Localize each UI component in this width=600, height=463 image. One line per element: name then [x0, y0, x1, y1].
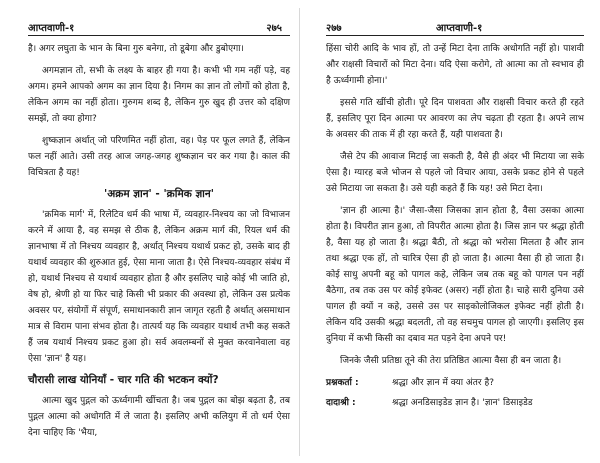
section-heading: चौरासी लाख योनियाँ - चार गति की भटकन क्यों?: [28, 374, 219, 386]
section-heading: 'अक्रम ज्ञान' - 'क्रमिक ज्ञान': [104, 188, 214, 200]
paragraph: हिंसा चोरी आदि के भाव हों, तो उन्हें मिटा देना ताकि अधोगति नहीं हो। पाशवी और राक्षसी विचारों को मिटा देना। यदि ऐसा करोगे, तो आत्मा का तो स्वभाव ही है ऊर्ध्वगामी होना।': [326, 44, 584, 86]
book-title: आप्तवाणी-१: [436, 23, 483, 34]
paragraph: 'क्रमिक मार्ग' में, रिलेटिव धर्म की भाषा में, व्यवहार-निश्चय का जो विभाजन करने में आया है, वह समझ से ठीक है, लेकिन अक्रम मार्ग की, रियल धर्म की ज्ञानभाषा में तो निश्चय व्यवहार है, अर्थात् निश्चय यथार्थ प्रकट हो, उसके बाद ही यथार्थ व्यवहार की शुरुआत हुई, ऐसा माना जाता है। ऐसे निश्चय-व्यवहार संबंध में हो, यथार्थ निश्चय से यथार्थ व्यवहार होता है और इसलिए चाहे कोई भी जाति हो, वेष हो, श्रेणी हो या फिर चाहे किसी भी प्रकार की अवस्था हो, लेकिन उस प्रत्येक अवसर पर, संयोगों में संपूर्ण, समाधानकारी ज्ञान जागृत रहती है अर्थात् असमाधान मात्र से विराम पाना संभव होता है। तात्पर्य यह कि व्यवहार यथार्थ तभी कह सकते हैं जब यथार्थ निश्चय प्रकट हुआ हो। सर्व अवलम्बनों से मुक्त करवानेवाला वह ऐसा 'ज्ञान' है यह।: [28, 210, 290, 364]
paragraph: आत्मा खुद पुद्गल को ऊर्ध्वगामी खींचता है। जब पुद्गल का बोझ बढ़ता है, तब पुद्गल आत्मा को अधोगति में ले जाता है। इसलिए अभी कलियुग में तो धर्म ऐसा देना चाहिए कि 'भैया,: [28, 396, 290, 438]
paragraph: जैसे टेप की आवाज मिटाई जा सकती है, वैसे ही अंदर भी मिटाया जा सके ऐसा है। ग्यारह बजे भोजन से पहले जो विचार आया, उसके प्रकट होने से पहले उसे मिटाया जा सकता है। उसे यही कहते हैं कि यह! उसे मिटा देना।: [326, 152, 584, 194]
right-page: [300, 0, 600, 463]
answer-text: श्रद्धा अनडिसाइडेड ज्ञान है। 'ज्ञान' डिसाइडेड: [392, 398, 533, 408]
page-header: [326, 20, 584, 36]
paragraph: 'ज्ञान ही आत्मा है।' जैसा-जैसा जिसका ज्ञान होता है, वैसा उसका आत्मा होता है। विपरीत ज्ञान हुआ, तो विपरीत आत्मा होता है। जिस ज्ञान पर श्रद्धा होती है, वैसा यह हो जाता है। श्रद्धा बैठी, तो श्रद्धा को भरोसा मिलता है और ज्ञान तथा श्रद्धा एक हों, तो चारित्र ऐसा ही हो जाता है। आत्मा वैसा ही हो जाता है। कोई साधु अपनी बहू को पागल कहे, लेकिन जब तक बहू को पागल पन नहीं बैठेगा, तब तक उस पर कोई इफेक्ट (असर) नहीं होता है। चाहे सारी दुनिया उसे पागल ही क्यों न कहे, उससे उस पर साइकोलोजिकल इफेक्ट नहीं होती है। लेकिन यदि उसकी श्रद्धा बदलती, तो वह सचमुच पागल हो जाएगी। इसलिए इस दुनिया में कभी किसी का दबाव मत पड़ने देना अपने पर!: [326, 206, 584, 344]
page-number: २७५: [266, 23, 282, 34]
paragraph: है। अगर लघुता के भान के बिना गुरु बनेगा, तो डूबेगा और डुबोएगा।: [28, 44, 244, 54]
question-row: [326, 375, 584, 391]
book-title: आप्तवाणी-१: [28, 23, 75, 34]
answer-row: [326, 395, 584, 411]
paragraph: इससे गति खींची होती। पूरे दिन पाशवता और राक्षसी विचार करते ही रहते हैं, इसलिए पूरा दिन आत्मा पर आवरण का लेप चढ़ता ही रहता है। अपने लाभ के अवसर की ताक में ही रहा करते हैं, यही पाशवता है।: [326, 98, 584, 140]
paragraph: अगमज्ञान तो, सभी के लक्ष्य के बाहर ही गया है। कभी भी गम नहीं पड़े, वह अगम। हमने आपको अगम का ज्ञान दिया है। निगम का ज्ञान तो लोगों को होता है, लेकिन अगम का नहीं होता। गुरुगम शब्द है, लेकिन गुरु खुद ही उत्तर को दक्षिण समझें, तो क्या होगा?: [28, 66, 290, 124]
paragraph: शुष्कज्ञान अर्थात् जो परिणमित नहीं होता, वह। पेड़ पर फूल लगते हैं, लेकिन फल नहीं आते। उसी तरह आज जगह-जगह शुष्कज्ञान चर कर गया है। काल की विचित्रता है यह!: [28, 136, 290, 178]
questioner-label: प्रश्नकर्ता :: [326, 378, 359, 388]
paragraph: जिनके जैसी प्रतिष्ठा तूने की तेरा प्रतिष्ठित आत्मा वैसा ही बन जाता है।: [340, 356, 562, 366]
page-number: २७७: [326, 23, 342, 34]
page-header: [28, 20, 290, 36]
answerer-label: दादाश्री :: [326, 398, 356, 408]
question-text: श्रद्धा और ज्ञान में क्या अंतर है?: [392, 378, 495, 388]
